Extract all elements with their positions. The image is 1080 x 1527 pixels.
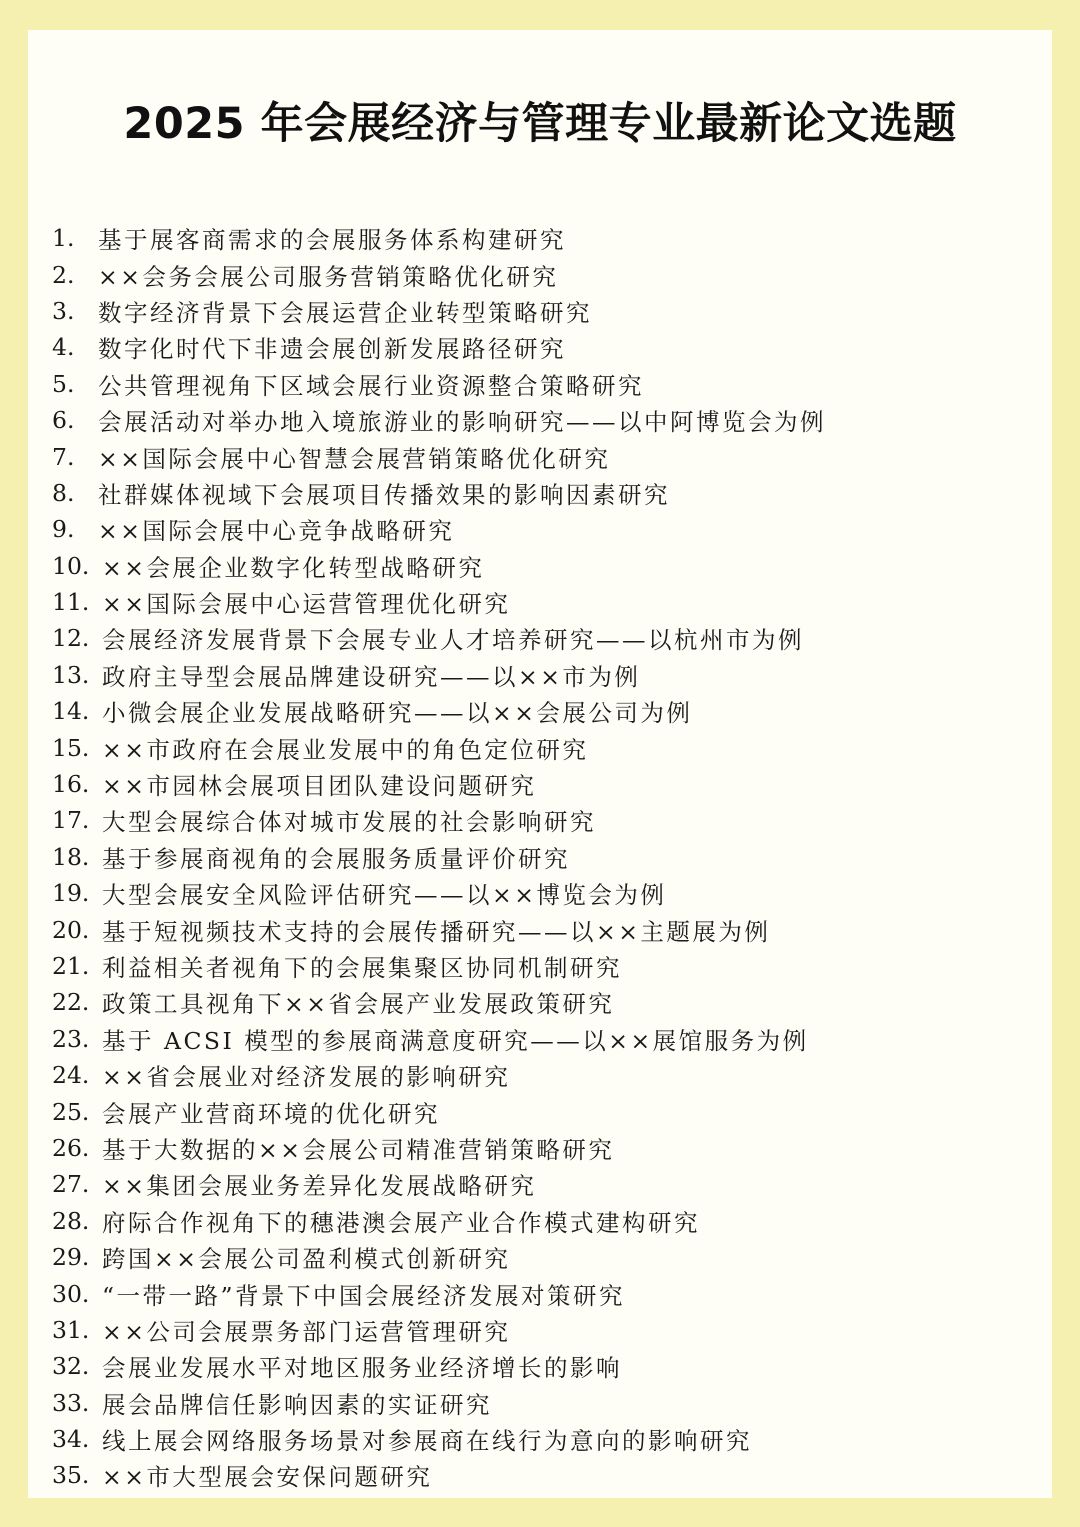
item-number: 4. [52, 333, 75, 362]
item-number: 5. [52, 369, 75, 398]
list-item [52, 766, 1032, 802]
item-text: 小微会展企业发展战略研究——以××会展公司为例 [102, 699, 693, 728]
list-item [52, 220, 1032, 256]
list-item [52, 1348, 1032, 1384]
list-item [52, 620, 1032, 656]
item-number: 6. [52, 406, 75, 435]
document-sheet [28, 30, 1052, 1498]
item-number: 23. [52, 1024, 90, 1053]
list-item [52, 256, 1032, 292]
list-item [52, 802, 1032, 838]
item-number: 29. [52, 1243, 90, 1272]
item-number: 30. [52, 1279, 90, 1308]
item-text: 基于短视频技术支持的会展传播研究——以××主题展为例 [102, 917, 771, 946]
item-number: 14. [52, 697, 90, 726]
list-item [52, 584, 1032, 620]
item-text: 利益相关者视角下的会展集聚区协同机制研究 [102, 954, 622, 982]
item-text: ××国际会展中心运营管理优化研究 [102, 590, 511, 619]
item-number: 13. [52, 660, 90, 689]
item-number: 34. [52, 1425, 90, 1454]
list-item [52, 948, 1032, 984]
topic-list [52, 220, 1032, 1494]
list-item [52, 1021, 1032, 1057]
item-number: 11. [52, 588, 90, 617]
list-item [52, 511, 1032, 547]
list-item [52, 1166, 1032, 1202]
item-text: 数字经济背景下会展运营企业转型策略研究 [98, 298, 592, 327]
list-item [52, 729, 1032, 765]
item-text: 会展活动对举办地入境旅游业的影响研究——以中阿博览会为例 [98, 408, 826, 437]
list-item [52, 293, 1032, 329]
item-text: ××市大型展会安保问题研究 [102, 1463, 433, 1492]
item-text: 跨国××会展公司盈利模式创新研究 [102, 1245, 511, 1274]
list-item [52, 839, 1032, 875]
list-item [52, 1057, 1032, 1093]
item-number: 2. [52, 260, 75, 289]
list-item [52, 402, 1032, 438]
item-number: 12. [52, 624, 90, 653]
item-number: 28. [52, 1206, 90, 1235]
list-item [52, 366, 1032, 402]
list-item [52, 438, 1032, 474]
item-number: 10. [52, 551, 90, 580]
list-item [52, 1385, 1032, 1421]
item-number: 25. [52, 1097, 90, 1126]
item-number: 33. [52, 1388, 90, 1417]
item-number: 18. [52, 842, 90, 871]
item-text: 社群媒体视域下会展项目传播效果的影响因素研究 [98, 480, 670, 509]
page-title: 2025 年会展经济与管理专业最新论文选题 [123, 99, 957, 149]
item-number: 22. [52, 988, 90, 1017]
item-text: ××公司会展票务部门运营管理研究 [102, 1317, 511, 1346]
item-text: 大型会展综合体对城市发展的社会影响研究 [102, 808, 596, 837]
list-item [52, 1203, 1032, 1239]
item-text: 会展经济发展背景下会展专业人才培养研究——以杭州市为例 [102, 626, 804, 655]
item-text: “一带一路”背景下中国会展经济发展对策研究 [102, 1281, 626, 1310]
item-text: ××市政府在会展业发展中的角色定位研究 [102, 735, 589, 764]
item-text: 基于大数据的××会展公司精准营销策略研究 [102, 1135, 615, 1164]
item-number: 35. [52, 1461, 90, 1490]
item-number: 3. [52, 296, 75, 325]
item-number: 24. [52, 1061, 90, 1090]
list-item [52, 1239, 1032, 1275]
item-number: 20. [52, 915, 90, 944]
list-item [52, 1312, 1032, 1348]
list-item [52, 657, 1032, 693]
item-text: 基于展客商需求的会展服务体系构建研究 [98, 226, 566, 255]
list-item [52, 329, 1032, 365]
list-item [52, 1421, 1032, 1457]
list-item [52, 548, 1032, 584]
item-text: 会展产业营商环境的优化研究 [102, 1099, 440, 1128]
item-text: 公共管理视角下区域会展行业资源整合策略研究 [98, 371, 644, 400]
item-number: 17. [52, 806, 90, 835]
item-text: 数字化时代下非遗会展创新发展路径研究 [98, 335, 566, 364]
list-item [52, 984, 1032, 1020]
item-text: 线上展会网络服务场景对参展商在线行为意向的影响研究 [102, 1427, 752, 1456]
list-item [52, 1457, 1032, 1493]
item-text: ××集团会展业务差异化发展战略研究 [102, 1172, 537, 1201]
list-item [52, 475, 1032, 511]
item-text: ××会展企业数字化转型战略研究 [102, 553, 485, 582]
item-text: 政策工具视角下××省会展产业发展政策研究 [102, 990, 615, 1019]
list-item [52, 875, 1032, 911]
item-number: 16. [52, 770, 90, 799]
list-item [52, 1275, 1032, 1311]
list-item [52, 693, 1032, 729]
item-text: ××会务会展公司服务营销策略优化研究 [98, 262, 559, 291]
item-number: 1. [52, 224, 75, 253]
item-text: 大型会展安全风险评估研究——以××博览会为例 [102, 881, 667, 910]
item-text: ××国际会展中心智慧会展营销策略优化研究 [98, 444, 611, 473]
item-text: 展会品牌信任影响因素的实证研究 [102, 1390, 492, 1419]
item-text: 基于 ACSI 模型的参展商满意度研究——以××展馆服务为例 [102, 1026, 809, 1055]
item-text: 会展业发展水平对地区服务业经济增长的影响 [102, 1354, 622, 1383]
item-text: ××国际会展中心竞争战略研究 [98, 517, 455, 546]
item-number: 19. [52, 879, 90, 908]
list-item [52, 911, 1032, 947]
item-number: 8. [52, 478, 75, 507]
item-number: 15. [52, 733, 90, 762]
list-item [52, 1130, 1032, 1166]
item-number: 32. [52, 1352, 90, 1381]
item-text: 基于参展商视角的会展服务质量评价研究 [102, 844, 570, 873]
item-number: 31. [52, 1315, 90, 1344]
item-text: ××省会展业对经济发展的影响研究 [102, 1063, 511, 1092]
item-number: 7. [52, 442, 75, 471]
item-number: 21. [52, 952, 90, 980]
item-number: 26. [52, 1133, 90, 1162]
list-item [52, 1093, 1032, 1129]
item-text: 政府主导型会展品牌建设研究——以××市为例 [102, 662, 641, 691]
item-number: 9. [52, 515, 75, 544]
item-text: 府际合作视角下的穗港澳会展产业合作模式建构研究 [102, 1208, 700, 1237]
item-number: 27. [52, 1170, 90, 1199]
item-text: ××市园林会展项目团队建设问题研究 [102, 772, 537, 801]
